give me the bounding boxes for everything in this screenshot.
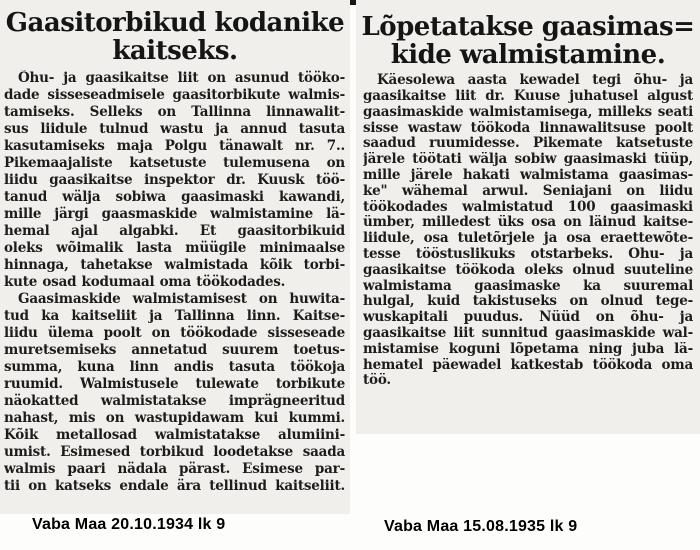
body-line: walmis paari nädala pärast. Esimese par- bbox=[4, 461, 345, 478]
body-line: saadud ruumidesse. Pikemate katsetuste bbox=[363, 136, 693, 152]
body-line: gaasikaitse liit sunnitud gaasimaskide wal- bbox=[363, 325, 693, 341]
body-line: ümber, milledest üks osa on läinud kaitse- bbox=[363, 215, 693, 231]
body-line: töökodades walmistatud 100 gaasimaski bbox=[363, 199, 693, 215]
article-body-1935 bbox=[356, 73, 700, 389]
body-line: tii on katseks endale ära tellinud kaitseliit. bbox=[4, 478, 345, 495]
body-line: tanud wälja sobiwa gaasimaski kawandi, bbox=[4, 189, 345, 206]
body-line: mille järgi gaasmaskide walmistamine lä- bbox=[4, 206, 345, 223]
headline-line: Gaasitorbikud kodanike bbox=[5, 8, 345, 38]
body-line: ke" wähemal arwul. Seniajani on liidu bbox=[363, 183, 693, 199]
headline-line: Lõpetatakse gaasimas= bbox=[361, 12, 695, 42]
body-line: hematel päewadel katkestab töökoda oma bbox=[363, 357, 693, 373]
body-line: nahast, mis on wastupidawam kui kummi. bbox=[4, 410, 345, 427]
body-line: tamiseks. Selleks on Tallinna linnawalit- bbox=[4, 104, 345, 121]
body-line: Gaasimaskide walmistamisest on huwita- bbox=[18, 291, 345, 308]
body-line: tud ka kaitseliit ja Tallinna linn. Kaitse- bbox=[4, 308, 345, 325]
body-line: hinnaga, tahetakse walmistada kõik torbi- bbox=[4, 257, 345, 274]
body-line: näokatted walmistatakse imprägneeritud bbox=[4, 393, 345, 410]
body-line: Pikemaajaliste katsetuste tulemusena on bbox=[4, 155, 345, 172]
body-line: muretsemiseks annetatud suurem toetus- bbox=[4, 342, 345, 359]
headline-1935 bbox=[356, 13, 700, 69]
body-line: kasutamiseks maja Polgu tänawalt nr. 7.. bbox=[4, 138, 345, 155]
body-line: tesse tööstuslikuks otstarbeks. Õhu- ja bbox=[363, 246, 693, 262]
body-line: Õhu- ja gaasikaitse liit on asunud tööko- bbox=[18, 70, 345, 87]
body-line: hulgal, kuid takistuseks on olnud tege- bbox=[363, 294, 693, 310]
headline-line: kide walmistamine. bbox=[390, 40, 666, 71]
body-line: wuskapitali puudus. Nüüd on õhu- ja bbox=[363, 310, 693, 326]
body-line: umist. Esimesed torbikud loodetakse saada bbox=[4, 444, 345, 461]
source-caption-1935: Vaba Maa 15.08.1935 lk 9 bbox=[384, 518, 578, 535]
body-line: mistamise koguni lõpetama ning juba lä- bbox=[363, 341, 693, 357]
body-line: järele töötati wälja sobiw gaasimaski tüüp, bbox=[363, 152, 693, 168]
headline-line: kaitseks. bbox=[112, 36, 238, 67]
body-line: Kõik metallosad walmistatakse alumiini- bbox=[4, 427, 345, 444]
body-line: oleks wõimalik lasta müügile minimaalse bbox=[4, 240, 345, 257]
body-line: sisse wastaw töökoda linnawalitsuse poolt bbox=[363, 120, 693, 136]
article-body-1934 bbox=[0, 70, 350, 495]
body-line: hemal ajal algabki. Et gaasitorbikuid bbox=[4, 223, 345, 240]
body-line: gaasikaitse töökoda oleks olnud suuteline bbox=[363, 262, 693, 278]
body-line: Käesolewa aasta kewadel tegi õhu- ja bbox=[377, 73, 693, 89]
body-line: summa, kuna linn andis tasuta töökoja bbox=[4, 359, 345, 376]
clipping-1935 bbox=[356, 0, 700, 434]
body-line: sus liidule tulnud wastu ja annud tasuta bbox=[4, 121, 345, 138]
body-line: liidule, osa tuletõrjele ja osa eraettewõte- bbox=[363, 231, 693, 247]
body-line: kute osad kodumaal oma töökodades. bbox=[4, 274, 286, 291]
body-line: mille järele hakati walmistama gaasimas- bbox=[363, 167, 693, 183]
headline-1934 bbox=[0, 9, 350, 65]
body-line: ruumid. Walmistusele tulewate torbikute bbox=[4, 376, 345, 393]
body-line: gaasimaskide walmistamisega, milleks seati bbox=[363, 104, 693, 120]
clipping-1934 bbox=[0, 0, 350, 514]
body-line: töö. bbox=[363, 373, 391, 389]
body-line: dade sisseseadmisele gaasitorbikute walmis- bbox=[4, 87, 345, 104]
body-line: walmistama gaasimaske ka suuremal bbox=[363, 278, 693, 294]
body-line: gaasikaitse liit dr. Kuuse juhatusel algust bbox=[363, 88, 693, 104]
body-line: liidu ülema poolt on töökodade sisseseade bbox=[4, 325, 345, 342]
source-caption-1934: Vaba Maa 20.10.1934 lk 9 bbox=[32, 516, 226, 533]
body-line: liidu gaasikaitse inspektor dr. Kuusk töö- bbox=[4, 172, 345, 189]
